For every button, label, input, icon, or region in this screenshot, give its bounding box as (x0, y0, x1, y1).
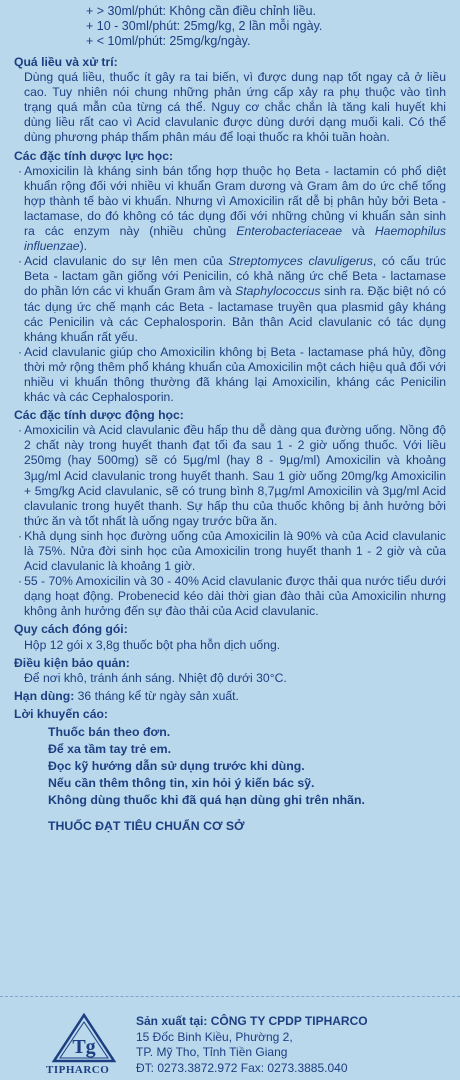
text-span: Acid clavulanic do sự lên men của (24, 254, 229, 269)
storage-text: Để nơi khô, tránh ánh sáng. Nhiệt độ dưới 30°C. (24, 670, 287, 685)
quality-standard: THUỐC ĐẠT TIÊU CHUẨN CƠ SỞ (48, 819, 245, 834)
text-span: và (342, 224, 375, 239)
advice-line: Nếu cần thêm thông tin, xin hỏi ý kiến bác sỹ. (48, 776, 315, 791)
packaging-text: Hộp 12 gói x 3,8g thuốc bột pha hỗn dịch uống. (24, 637, 281, 652)
pharmacokinetics-item: · Khả dụng sinh học đường uống của Amoxicilin là 90% và của Acid clavulanic là 75%. Nửa đời sinh học của Amoxicilin trong huyết thanh 1 - 2 giờ và của Acid clavulanic là khoảng 1 giờ. (14, 529, 446, 574)
pharmacodynamics-item: · Acid clavulanic giúp cho Amoxicilin không bị Beta - lactamase phá hủy, đồng thời mở rộng thêm phổ kháng khuẩn của Amoxicilin một cách hiệu quả đối với nhiều vi khuẩn thông thường đã kháng lại Amoxicilin, kháng các Penicilin khác và các Cephalosporin. (14, 345, 446, 405)
italic-term: Haemophilus influenzae (24, 224, 446, 254)
manufacturer-city: TP. Mỹ Tho, Tỉnh Tiền Giang (136, 1045, 288, 1059)
expiry-heading: Hạn dùng: (14, 688, 75, 703)
pharmacokinetics-item: · Amoxicilin và Acid clavulanic đều hấp thu dễ dàng qua đường uống. Nồng độ 2 chất này trong huyết thanh đạt tối đa sau 1 - 2 giờ uống thuốc. Với liều 250mg (hay 500mg) sẽ có 5µg/ml (hay 8 - 9µg/ml) Amoxicilin và khoảng 3µg/ml Acid clavulanic trong huyết thanh. Sau 1 giờ uống 20mg/kg Amoxicilin + 5mg/kg Acid clavulanic, sẽ có trung bình 8,7µg/ml Amoxicilin và 3µg/ml Acid clavulanic trong huyết thanh. Sự hấp thu của thuốc không bị ảnh hưởng bởi thức ăn và tốt nhất là uống ngay trước bữa ăn. (14, 423, 446, 529)
dosage-adjustment-list (0, 4, 460, 49)
leaflet-content (14, 52, 446, 834)
pharmacokinetics-item: · 55 - 70% Amoxicilin và 30 - 40% Acid clavulanic được thải qua nước tiểu dưới dạng hoạt động. Probenecid kéo dài thời gian đào thải của Amoxicilin nhưng không ảnh hưởng đến sự đào thải của Acid clavulanic. (14, 574, 446, 619)
pharmacodynamics-heading: Các đặc tính dược lực học: (14, 148, 174, 163)
pharmacokinetics-heading: Các đặc tính dược động học: (14, 408, 184, 423)
tipharco-logo-icon (52, 1013, 116, 1063)
advice-line: Đọc kỹ hướng dẫn sử dụng trước khi dùng. (48, 759, 305, 774)
packaging-heading: Quy cách đóng gói: (14, 622, 128, 637)
divider (0, 996, 460, 998)
manufacturer-name: CÔNG TY CPDP TIPHARCO (207, 1014, 368, 1028)
italic-term: Streptomyces clavuligerus (228, 254, 373, 269)
logo-wordmark: TIPHARCO (46, 1064, 110, 1076)
text-span: , có cấu trúc Beta - lactam gần giống với Penicilin, có khả năng ức chế Beta - lactamase do phần lớn các vi khuẩn Gram âm và (24, 254, 446, 299)
advice-heading: Lời khuyến cáo: (14, 706, 108, 721)
expiry-line (14, 689, 446, 704)
advice-list (14, 724, 446, 809)
manufacturer-label: Sản xuất tại: (136, 1014, 208, 1028)
dosage-line: + > 30ml/phút: Không cần điều chỉnh liều. (86, 4, 317, 18)
italic-term: Enterobacteriaceae (236, 224, 343, 239)
manufacturer-info (136, 1014, 368, 1076)
pharmacodynamics-item (14, 254, 446, 345)
text-span: Amoxicilin là kháng sinh bán tổng hợp thuộc họ Beta - lactamin có phổ diệt khuẩn rộng đối với nhiều vi khuẩn Gram dương và Gram âm do ức chế tổng hợp thành tế bào vi khuẩn. Nhưng vì Amoxicilin rất dễ bị phân hủy bởi Beta - lactamase, do đó không có tác dụng đối với những chủng vi khuẩn sản sinh ra các enzym này (nhiều chủng (24, 163, 446, 239)
overdose-heading: Quá liều và xử trí: (14, 55, 118, 69)
advice-line: Thuốc bán theo đơn. (48, 725, 171, 740)
manufacturer-phone: ĐT: 0273.3872.972 Fax: 0273.3885.040 (136, 1060, 348, 1075)
italic-term: Staphylococcus (235, 284, 321, 299)
dosage-line: + < 10ml/phút: 25mg/kg/ngày. (86, 34, 251, 48)
text-span: ). (79, 239, 88, 254)
advice-line: Không dùng thuốc khi đã quá hạn dùng ghi trên nhãn. (48, 793, 365, 808)
expiry-text: 36 tháng kể từ ngày sản xuất. (74, 688, 239, 703)
text-span: sinh ra. Đặc biệt nó có tác dụng ức chế mạnh các Beta - lactamase truyền qua plasmid gây kháng các Penicilin và các Cephalosporin. Bản thân Acid clavulanic có tác dụng kháng khuẩn rất yếu. (24, 284, 446, 344)
dosage-line: + 10 - 30ml/phút: 25mg/kg, 2 lần mỗi ngày. (86, 19, 323, 33)
advice-line: Để xa tầm tay trẻ em. (48, 742, 172, 757)
overdose-text: Dùng quá liều, thuốc ít gây ra tai biến, vì được dung nạp tốt ngay cả ở liều cao. Tuy nhiên nói chung những phản ứng cấp xảy ra phụ thuộc vào tình trạng quá mẫn của từng cá thể. Nguy cơ chắc chắn là tăng kali huyết khi dùng liều rất cao vì Acid clavulanic được dùng dưới dạng muối kali. Có thể dùng phương pháp thẩm phân máu để loại thuốc ra khỏi tuần hoàn. (24, 70, 446, 145)
manufacturer-footer (0, 1008, 460, 1080)
pharmacodynamics-item (14, 164, 446, 255)
svg-text:Tg: Tg (72, 1036, 96, 1058)
manufacturer-address: 15 Đốc Binh Kiều, Phường 2, (136, 1029, 293, 1044)
storage-heading: Điều kiện bảo quản: (14, 655, 130, 670)
